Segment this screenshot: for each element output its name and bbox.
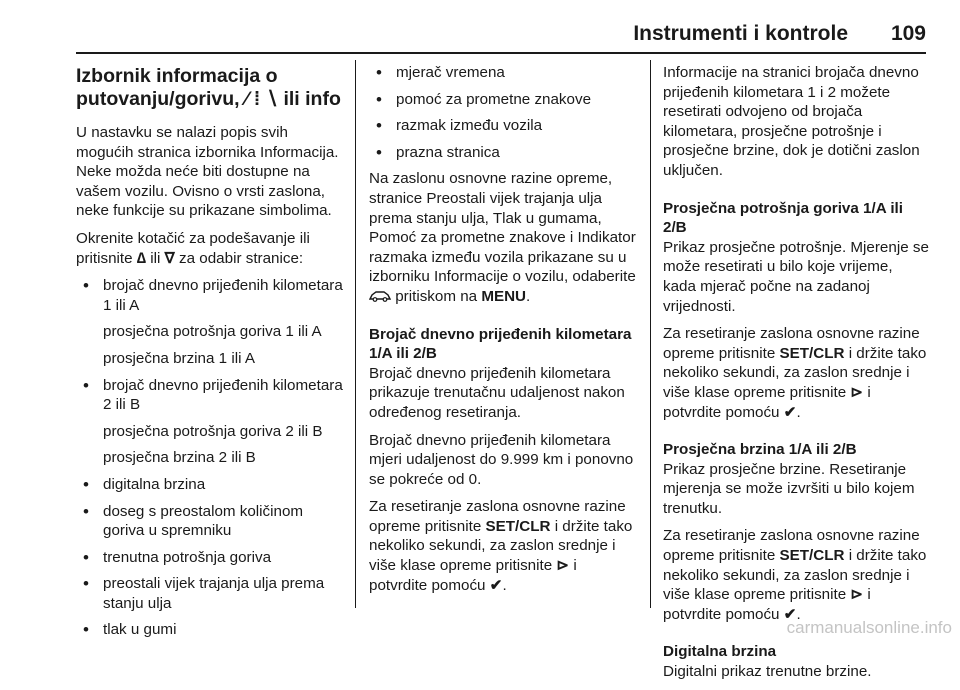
arrow-down-icon: ∇	[164, 249, 175, 267]
set-clr-label: SET/CLR	[779, 344, 845, 362]
subheading-trip-odometer: Brojač dnevno prijeđenih kilometara 1/A ili 2/B	[369, 325, 632, 363]
list-item: • trenutna potrošnja goriva	[76, 548, 346, 568]
set-clr-label: SET/CLR	[779, 547, 845, 565]
digital-speed-paragraph: Digitalni prikaz trenutne brzine.	[663, 663, 872, 681]
list-item: • prazna stranica	[369, 143, 637, 163]
trip-paragraph-1: Brojač dnevno prijeđenih kilometara prikazuje trenutačnu udaljenost nakon određenog resetiranja.	[369, 364, 625, 421]
play-icon: ⊳	[556, 557, 570, 575]
column-right	[663, 63, 929, 690]
list-item: • doseg s preostalom količinom goriva u spremniku	[76, 502, 346, 541]
list-item: • pomoć za prometne znakove	[369, 90, 637, 110]
check-icon: ✔	[489, 576, 503, 594]
trip-reset-paragraph: Za resetiranje zaslona osnovne razine opreme pritisnite SET/CLR i držite tako nekoliko sekundi, za zaslon srednje i više klase opreme pritisnite ⊳ i potvrdite pomoću ✔.	[369, 498, 633, 594]
arrow-up-icon: ∆	[136, 249, 147, 267]
page-number: 109	[890, 22, 926, 45]
list-item: • mjerač vremena	[369, 63, 637, 83]
fuel-reset-paragraph: Za resetiranje zaslona osnovne razine opreme pritisnite SET/CLR i držite tako nekoliko sekundi, za zaslon srednje i više klase opreme pritisnite ⊳ i potvrdite pomoću ✔.	[663, 325, 927, 421]
check-icon: ✔	[783, 605, 797, 623]
subheading-digital-speed: Digitalna brzina	[663, 643, 777, 661]
page-header	[0, 0, 960, 52]
list-item: • razmak između vozila	[369, 116, 637, 136]
list-item: • brojač dnevno prijeđenih kilometara 2 ili B	[76, 376, 346, 415]
subheading-average-fuel: Prosječna potrošnja goriva 1/A ili 2/B	[663, 199, 903, 237]
list-subitem: prosječna potrošnja goriva 2 ili B	[103, 422, 323, 440]
trip-paragraph-2: Brojač dnevno prijeđenih kilometara mjeri udaljenost do 9.999 km i ponovno se pokreće od 0.	[369, 431, 634, 488]
trip-reset-info-paragraph: Informacije na stranici brojača dnevno prijeđenih kilometara 1 i 2 možete resetirati odvojeno od brojača kilometara, prosječne potrošnje i prosječne brzine, dok je dotični zaslon uključen.	[663, 64, 920, 179]
list-subitem: prosječna potrošnja goriva 1 ili A	[103, 323, 322, 341]
column-middle	[369, 63, 637, 603]
page-title: Instrumenti i kontrole	[633, 22, 848, 45]
list-item: • tlak u gumi	[76, 620, 346, 640]
set-clr-label: SET/CLR	[485, 517, 551, 535]
list-subitem: prosječna brzina 2 ili B	[103, 449, 256, 467]
section-heading-trip-menu: Izbornik informacija o putovanju/gorivu, ⁄ ⁞ ∖ ili info	[76, 65, 341, 110]
column-divider	[650, 60, 651, 608]
vehicle-info-paragraph: Na zaslonu osnovne razine opreme, stranice Preostali vijek trajanja ulja prema stanju ulja, Tlak u gumama, Pomoć za prometne znakove i Indikator razmaka između vozila prikazane su u izborniku Informacije o vozilu, odaberite pritiskom na MENU.	[369, 170, 636, 305]
select-page-paragraph: Okrenite kotačić za podešavanje ili pritisnite ∆ ili ∇ za odabir stranice:	[76, 229, 310, 267]
page-list-continued	[369, 63, 637, 162]
page-list	[76, 276, 346, 640]
car-icon	[369, 288, 391, 305]
list-item: • digitalna brzina	[76, 475, 346, 495]
subheading-average-speed: Prosječna brzina 1/A ili 2/B	[663, 441, 857, 459]
watermark: carmanualsonline.info	[786, 618, 952, 637]
column-left	[76, 63, 346, 647]
header-rule	[76, 52, 926, 54]
menu-button-label: MENU	[481, 287, 527, 305]
list-subitem: prosječna brzina 1 ili A	[103, 349, 255, 367]
trip-info-icon: ⁄ ⁞ ∖	[245, 88, 279, 110]
column-divider	[355, 60, 356, 608]
speed-reset-paragraph: Za resetiranje zaslona osnovne razine opreme pritisnite SET/CLR i držite tako nekoliko sekundi, za zaslon srednje i više klase opreme pritisnite ⊳ i potvrdite pomoću ✔.	[663, 527, 927, 623]
speed-paragraph: Prikaz prosječne brzine. Resetiranje mjerenja se može izvršiti u bilo kojem trenutku.	[663, 460, 915, 517]
list-item: • preostali vijek trajanja ulja prema stanju ulja	[76, 574, 346, 613]
list-item: • brojač dnevno prijeđenih kilometara 1 ili A	[76, 276, 346, 315]
intro-paragraph: U nastavku se nalazi popis svih mogućih stranica izbornika Informacija. Neke možda neće biti dostupne na vašem vozilu. Ovisno o vrsti zaslona, neke funkcije su prikazane simbolima.	[76, 124, 339, 220]
play-icon: ⊳	[850, 383, 864, 401]
check-icon: ✔	[783, 403, 797, 421]
fuel-paragraph: Prikaz prosječne potrošnje. Mjerenje se može resetirati u bilo koje vrijeme, kada mjerač počne na zadanoj vrijednosti.	[663, 238, 929, 315]
play-icon: ⊳	[850, 586, 864, 604]
